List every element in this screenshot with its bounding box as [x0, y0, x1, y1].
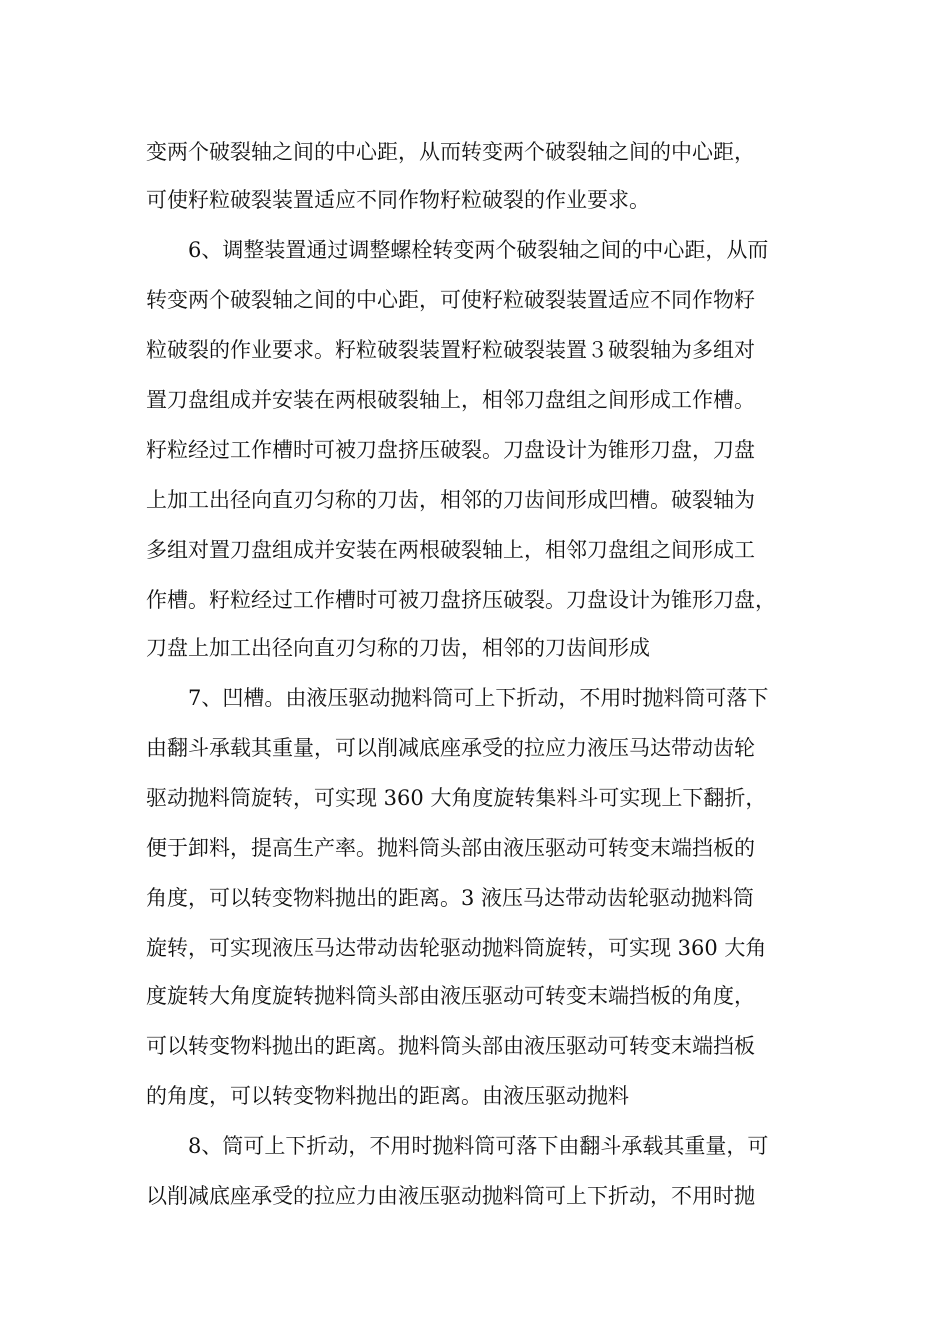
text-line-content: 便于卸料，提高生产率。抛料筒头部由液压驱动可转变末端挡板的 [146, 836, 755, 860]
text-line [0, 180, 950, 220]
text-line-content: 6、调整装置通过调整螺栓转变两个破裂轴之间的中心距，从而 [188, 238, 769, 262]
text-line [0, 628, 950, 668]
text-line-content: 的角度，可以转变物料抛出的距离。由液压驱动抛料 [146, 1084, 629, 1108]
text-line-content: 度旋转大角度旋转抛料筒头部由液压驱动可转变末端挡板的角度， [146, 984, 755, 1008]
text-line-content: 8、筒可上下折动，不用时抛料筒可落下由翻斗承载其重量，可 [188, 1134, 769, 1158]
text-line-content: 粒破裂的作业要求。籽粒破裂装置籽粒破裂装置３破裂轴为多组对 [146, 338, 755, 362]
text-line [0, 580, 950, 620]
text-line-content: 可使籽粒破裂装置适应不同作物籽粒破裂的作业要求。 [146, 188, 650, 212]
text-line [0, 1026, 950, 1066]
text-line-content: 籽粒经过工作槽时可被刀盘挤压破裂。刀盘设计为锥形刀盘，刀盘 [146, 438, 755, 462]
text-line-content: 角度，可以转变物料抛出的距离。3 液压马达带动齿轮驱动抛料筒 [146, 886, 755, 910]
text-line [0, 728, 950, 768]
text-line-content: 7、凹槽。由液压驱动抛料筒可上下折动，不用时抛料筒可落下 [188, 686, 769, 710]
text-line-content: 多组对置刀盘组成并安装在两根破裂轴上，相邻刀盘组之间形成工 [146, 538, 755, 562]
text-line [0, 480, 950, 520]
text-line-content: 上加工出径向直刃匀称的刀齿，相邻的刀齿间形成凹槽。破裂轴为 [146, 488, 755, 512]
text-line [0, 1076, 950, 1116]
text-line-content: 置刀盘组成并安装在两根破裂轴上，相邻刀盘组之间形成工作槽。 [146, 388, 755, 412]
text-line [0, 878, 950, 918]
text-line [0, 330, 950, 370]
text-line [0, 1176, 950, 1216]
paragraph-start-line [0, 1126, 950, 1166]
text-line-content: 由翻斗承载其重量，可以削减底座承受的拉应力液压马达带动齿轮 [146, 736, 755, 760]
paragraph-start-line [0, 230, 950, 270]
text-line-content: 转变两个破裂轴之间的中心距，可使籽粒破裂装置适应不同作物籽 [146, 288, 755, 312]
text-line [0, 430, 950, 470]
text-line [0, 280, 950, 320]
text-line-content: 以削减底座承受的拉应力由液压驱动抛料筒可上下折动，不用时抛 [146, 1184, 755, 1208]
text-line-content: 作槽。籽粒经过工作槽时可被刀盘挤压破裂。刀盘设计为锥形刀盘， [146, 588, 776, 612]
text-line [0, 778, 950, 818]
text-line [0, 530, 950, 570]
text-line [0, 132, 950, 172]
text-line-content: 旋转，可实现液压马达带动齿轮驱动抛料筒旋转，可实现 360 大角 [146, 936, 767, 960]
text-line-content: 可以转变物料抛出的距离。抛料筒头部由液压驱动可转变末端挡板 [146, 1034, 755, 1058]
text-line [0, 380, 950, 420]
text-line-content: 变两个破裂轴之间的中心距，从而转变两个破裂轴之间的中心距， [146, 140, 755, 164]
text-line-content: 驱动抛料筒旋转，可实现 360 大角度旋转集料斗可实现上下翻折， [146, 786, 767, 810]
text-line [0, 976, 950, 1016]
text-line [0, 928, 950, 968]
paragraph-start-line [0, 678, 950, 718]
text-line-content: 刀盘上加工出径向直刃匀称的刀齿，相邻的刀齿间形成 [146, 636, 650, 660]
text-line [0, 828, 950, 868]
